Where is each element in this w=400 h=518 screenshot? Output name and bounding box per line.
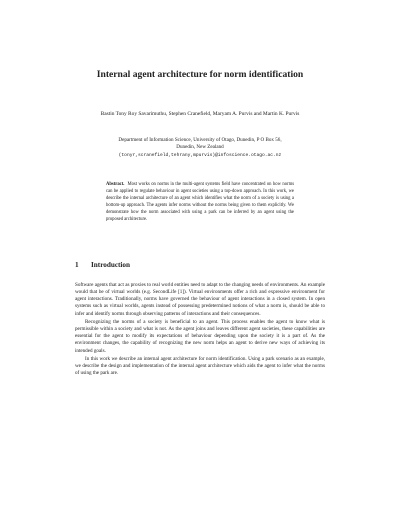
section-heading	[75, 261, 130, 269]
abstract-label: Abstract.	[106, 182, 125, 187]
section-title: Introduction	[91, 261, 131, 269]
section-body	[75, 282, 325, 379]
abstract	[106, 182, 294, 223]
body-paragraph: In this work we describe an internal agent architecture for norm identification. Using a park scenario as an example, we describe the design and implementation of the internal agent architecture which aids the agent to infer what the norms of using the park are.	[75, 355, 325, 377]
affiliation-line: Dunedin, New Zealand	[176, 144, 224, 151]
abstract-text: Most works on norms in the multi-agent systems field have concentrated on how norms can be applied to regulate behaviour in agent societies using a top-down approach. In this work, we describe the internal architecture of an agent which identifies what the norm of a society is using a bottom-up approach. The agents infer norms without the norms being given to them explicitly. We demonstrate how the norm associated with using a park can be inferred by an agent using the proposed architecture.	[106, 182, 294, 222]
affiliation-block	[84, 137, 316, 159]
author-list: Bastin Tony Roy Savarimuthu, Stephen Cranefield, Maryam A. Purvis and Martin K. Purvis	[100, 111, 300, 117]
section-number: 1	[75, 261, 79, 269]
paper-title: Internal agent architecture for norm identification	[96, 69, 304, 80]
body-paragraph: Recognizing the norms of a society is beneficial to an agent. This process enables the agent to know what is permissible within a society and what is not. As the agent joins and leaves different agent societies, these capabilities are essential for the agent to modify its expectations of behaviour depending upon the society it is a part of. As the environment changes, the capability of recognizing the new norm helps an agent to derive new ways of achieving its intended goals.	[75, 318, 325, 354]
affiliation-line: Department of Information Science, University of Otago, Dunedin, P O Box 56,	[118, 137, 282, 143]
author-emails: (tonyr,scranefield,tehrany,mpurvis)@infoscience.otago.ac.nz	[118, 152, 282, 158]
body-paragraph: Software agents that act as proxies to real world entities need to adapt to the changing needs of environments. An example would that be of virtual worlds (e.g. SecondLife [1]). Virtual environments offer a rich and expressive environment for agent interactions. Traditionally, norms have governed the behaviour of agent interactions in a closed system. In open systems such as virtual worlds, agents instead of possessing predetermined notions of what a norm is, should be able to infer and identify norms through observing patterns of interactions and their consequences.	[75, 282, 325, 317]
